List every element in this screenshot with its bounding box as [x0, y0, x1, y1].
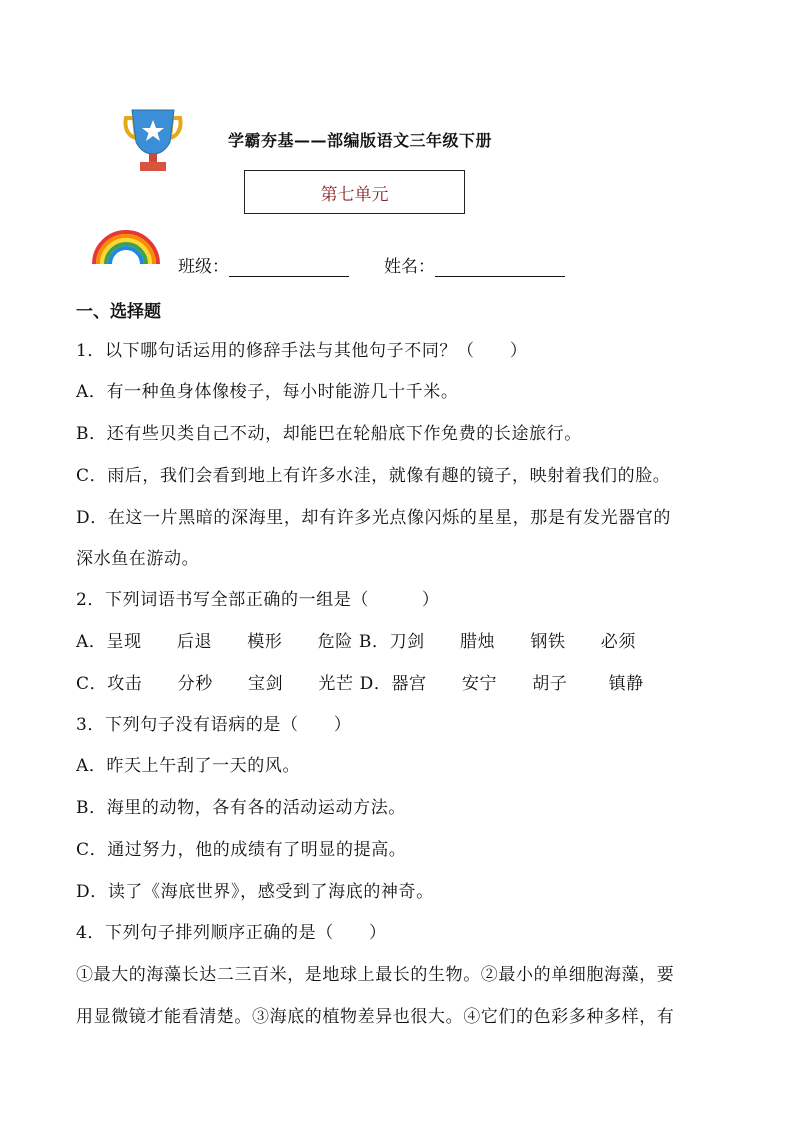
name-blank[interactable]	[435, 258, 565, 277]
q3-option-b: B．海里的动物，各有各的活动运动方法。	[76, 798, 406, 818]
name-field	[384, 252, 565, 277]
q1-option-d: D．在这一片黑暗的深海里，却有许多光点像闪烁的星星，那是有发光器官的	[76, 508, 672, 528]
question-1: 1．以下哪句话运用的修辞手法与其他句子不同？（ ）	[76, 341, 528, 361]
q1-option-d-cont: 深水鱼在游动。	[76, 549, 200, 569]
q3-option-a: A．昨天上午刮了一天的风。	[76, 756, 301, 776]
q1-option-a: A．有一种鱼身体像梭子，每小时能游几十千米。	[76, 382, 459, 402]
q2-options-ab: A．呈现 后退 模形 危险 B．刀剑 腊烛 钢铁 必须	[76, 632, 636, 652]
unit-title: 第七单元	[244, 170, 465, 214]
page-title: 学霸夯基——部编版语文三年级下册	[228, 131, 493, 150]
q2-options-cd: C．攻击 分秒 宝剑 光芒 D．器宫 安宁 胡子 镇静	[76, 674, 644, 694]
q4-text-line-1: ①最大的海藻长达二三百米，是地球上最长的生物。②最小的单细胞海藻，要	[76, 965, 675, 985]
trophy-icon	[118, 108, 188, 172]
rainbow-icon	[90, 226, 162, 266]
q1-option-c: C．雨后，我们会看到地上有许多水洼，就像有趣的镜子，映射着我们的脸。	[76, 466, 671, 486]
class-label: 班级：	[178, 257, 229, 277]
class-blank[interactable]	[229, 258, 349, 277]
q3-option-d: D．读了《海底世界》，感受到了海底的神奇。	[76, 882, 434, 902]
section-title: 一、选择题	[76, 302, 161, 322]
question-2: 2．下列词语书写全部正确的一组是（ ）	[76, 590, 440, 610]
q1-option-b: B．还有些贝类自己不动，却能巴在轮船底下作免费的长途旅行。	[76, 424, 582, 444]
q4-text-line-2: 用显微镜才能看清楚。③海底的植物差异也很大。④它们的色彩多种多样，有	[76, 1007, 675, 1027]
question-3: 3．下列句子没有语病的是（ ）	[76, 715, 352, 735]
class-field	[178, 252, 349, 277]
name-label: 姓名：	[384, 257, 435, 277]
q3-option-c: C．通过努力，他的成绩有了明显的提高。	[76, 840, 407, 860]
question-4: 4．下列句子排列顺序正确的是（ ）	[76, 923, 387, 943]
